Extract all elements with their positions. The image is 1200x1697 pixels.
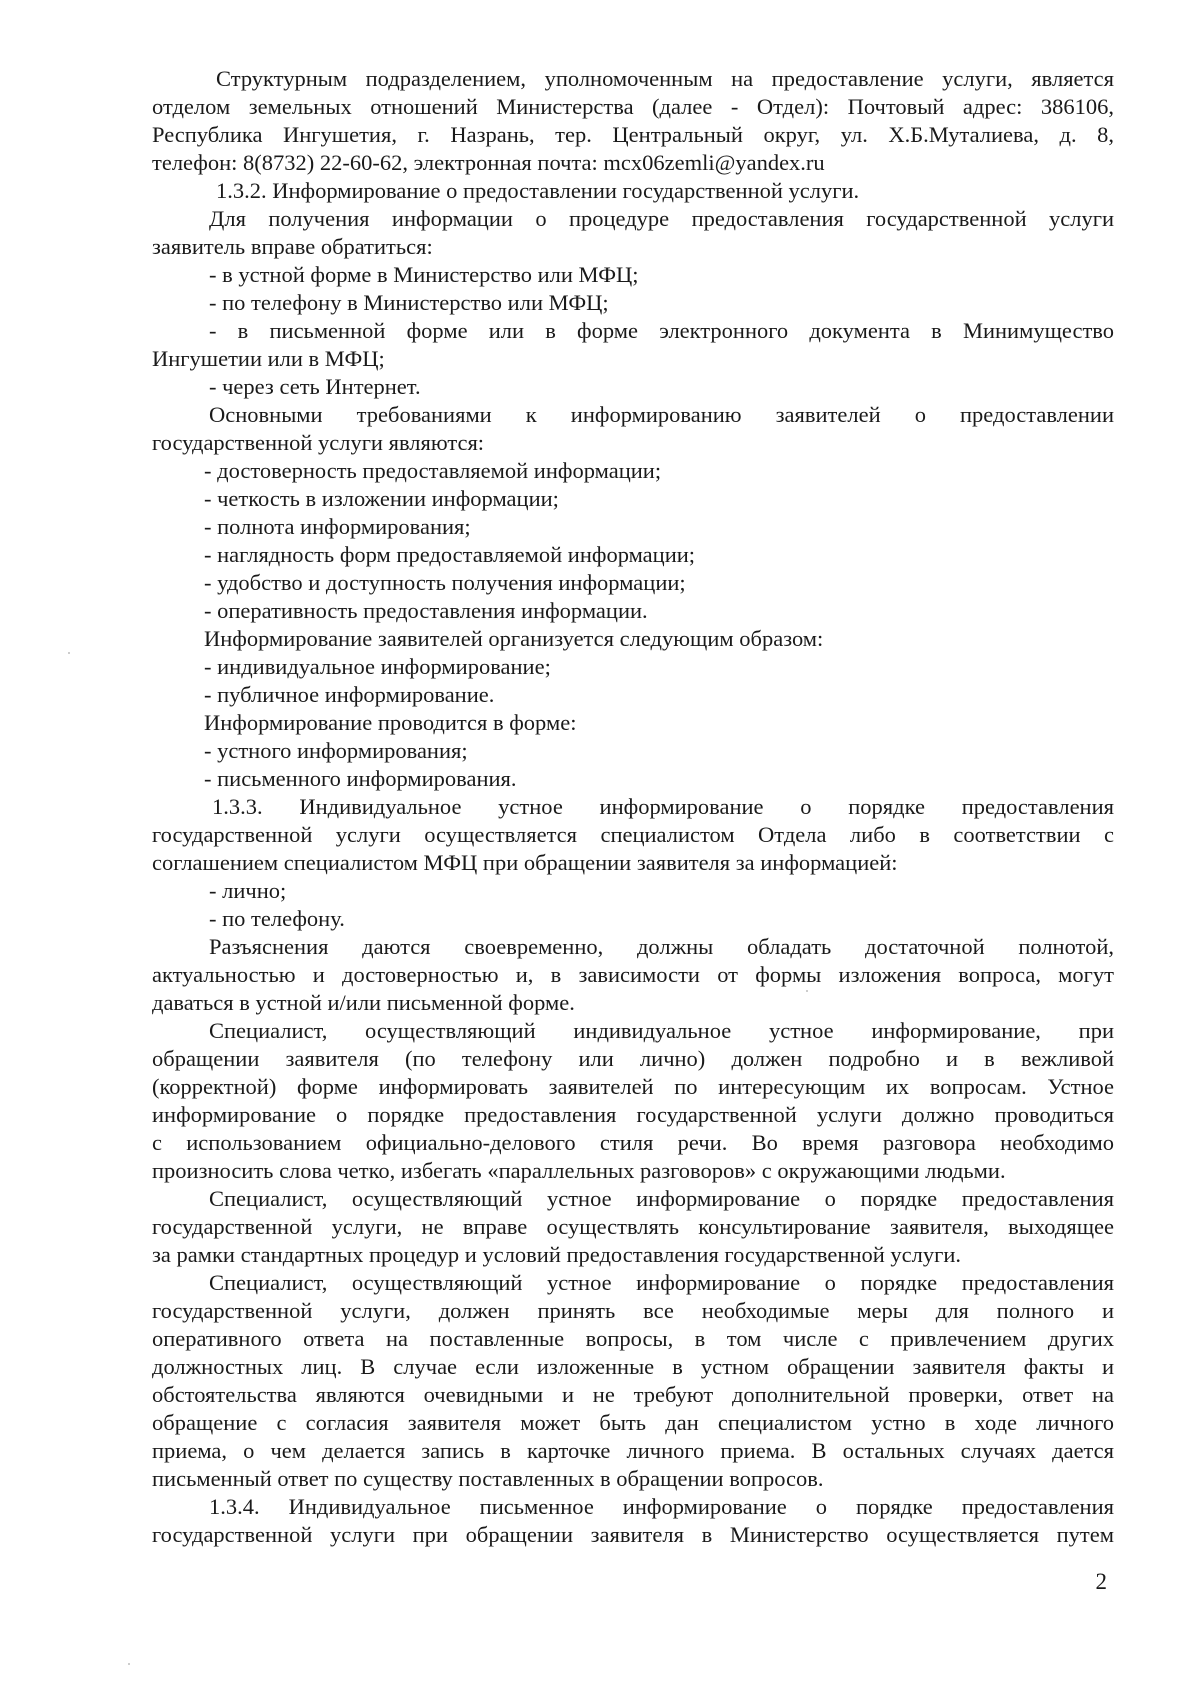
text-line: Специалист, осуществляющий устное информирование о порядке предоставления (209, 1186, 1114, 1211)
list-item: - достоверность предоставляемой информации; (204, 458, 662, 483)
text-line: заявитель вправе обратиться: (152, 234, 433, 259)
text-line: Специалист, осуществляющий устное информирование о порядке предоставления (209, 1270, 1114, 1295)
list-item: - по телефону. (209, 906, 345, 931)
list-item: - публичное информирование. (204, 682, 495, 707)
list-item: - удобство и доступность получения информации; (204, 570, 686, 595)
text-line: за рамки стандартных процедур и условий предоставления государственной услуги. (152, 1242, 962, 1267)
text-line: Основными требованиями к информированию заявителей о предоставлении (209, 402, 1114, 427)
document-body (152, 65, 1114, 1549)
list-item: - письменного информирования. (204, 766, 517, 791)
text-line: соглашением специалистом МФЦ при обращении заявителя за информацией: (152, 850, 898, 875)
text-line: государственной услуги осуществляется специалистом Отдела либо в соответствии с (152, 822, 1114, 847)
list-item: - полнота информирования; (204, 514, 471, 539)
text-line: Информирование заявителей организуется следующим образом: (204, 626, 824, 651)
list-item: - в устной форме в Министерство или МФЦ; (209, 262, 639, 287)
text-line: (корректной) форме информировать заявителей по интересующим их вопросам. Устное (152, 1074, 1114, 1099)
list-item: - индивидуальное информирование; (204, 654, 551, 679)
text-line: актуальностью и достоверностью и, в зависимости от формы изложения вопроса, могут (152, 962, 1114, 987)
list-item: - оперативность предоставления информации. (204, 598, 648, 623)
text-line: письменный ответ по существу поставленных в обращении вопросов. (152, 1466, 824, 1491)
scan-speck (128, 1663, 130, 1665)
list-item: - четкость в изложении информации; (204, 486, 559, 511)
text-line: телефон: 8(8732) 22-60-62, электронная почта: mcx06zemli@yandex.ru (152, 150, 825, 175)
list-item: - лично; (209, 878, 287, 903)
section-heading: 1.3.4. Индивидуальное письменное информирование о порядке предоставления (209, 1494, 1114, 1519)
text-line: государственной услуги, должен принять все необходимые меры для полного и (152, 1298, 1114, 1323)
list-item: - устного информирования; (204, 738, 468, 763)
text-line: Республика Ингушетия, г. Назрань, тер. Центральный округ, ул. Х.Б.Муталиева, д. 8, (152, 122, 1114, 147)
text-line: даваться в устной и/или письменной форме. (152, 990, 575, 1015)
text-line: обстоятельства являются очевидными и не требуют дополнительной проверки, ответ на (152, 1382, 1114, 1407)
text-line: Разъяснения даются своевременно, должны обладать достаточной полнотой, (209, 934, 1114, 959)
text-line: обращении заявителя (по телефону или лично) должен подробно и в вежливой (152, 1046, 1114, 1071)
text-line: оперативного ответа на поставленные вопросы, в том числе с привлечением других (152, 1326, 1114, 1351)
text-line: Структурным подразделением, уполномоченным на предоставление услуги, является (216, 66, 1114, 91)
text-line: государственной услуги, не вправе осуществлять консультирование заявителя, выходящее (152, 1214, 1114, 1239)
scan-speck (68, 652, 70, 654)
text-line: произносить слова четко, избегать «параллельных разговоров» с окружающими людьми. (152, 1158, 1006, 1183)
page-number: 2 (1095, 1569, 1107, 1594)
list-item: - в письменной форме или в форме электронного документа в Минимущество (209, 318, 1114, 343)
text-line: информирование о порядке предоставления государственной услуги должно проводиться (152, 1102, 1114, 1127)
section-heading: 1.3.2. Информирование о предоставлении государственной услуги. (216, 178, 860, 203)
text-line: обращение с согласия заявителя может быть дан специалистом устно в ходе личного (152, 1410, 1114, 1435)
text-line: Ингушетии или в МФЦ; (152, 346, 385, 371)
list-item: - по телефону в Министерство или МФЦ; (209, 290, 609, 315)
list-item: - через сеть Интернет. (209, 374, 421, 399)
text-line: Специалист, осуществляющий индивидуальное устное информирование, при (209, 1018, 1114, 1043)
text-line: должностных лиц. В случае если изложенные в устном обращении заявителя факты и (152, 1354, 1114, 1379)
list-item: - наглядность форм предоставляемой информации; (204, 542, 696, 567)
text-line: государственной услуги являются: (152, 430, 485, 455)
text-line: приема, о чем делается запись в карточке личного приема. В остальных случаях дается (152, 1438, 1114, 1463)
scan-speck (806, 990, 808, 992)
text-line: отделом земельных отношений Министерства (далее - Отдел): Почтовый адрес: 386106, (152, 94, 1114, 119)
text-line: Для получения информации о процедуре предоставления государственной услуги (209, 206, 1114, 231)
text-line: Информирование проводится в форме: (204, 710, 577, 735)
section-heading: 1.3.3. Индивидуальное устное информирование о порядке предоставления (212, 794, 1114, 819)
text-line: государственной услуги при обращении заявителя в Министерство осуществляется путем (152, 1522, 1114, 1547)
text-line: с использованием официально-делового стиля речи. Во время разговора необходимо (152, 1130, 1114, 1155)
